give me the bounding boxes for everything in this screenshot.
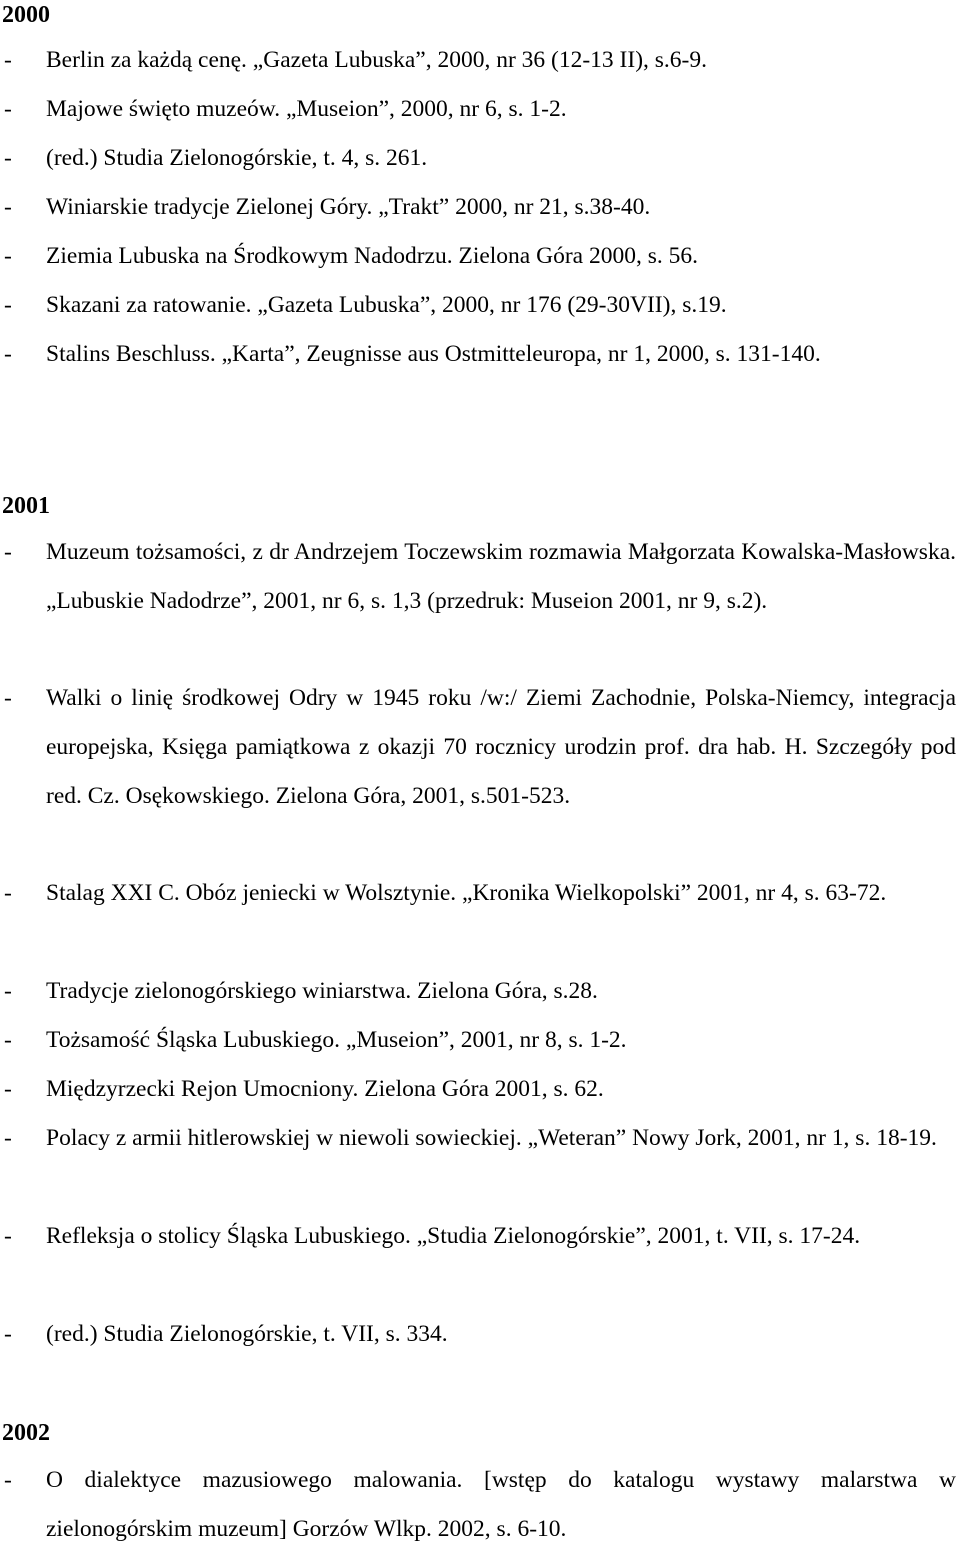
list-dash: - — [4, 1027, 12, 1053]
entry-text: Winiarskie tradycje Zielonej Góry. „Trakt” 2000, nr 21, s.38-40. — [46, 194, 651, 220]
entry-text: (red.) Studia Zielonogórskie, t. 4, s. 261. — [46, 145, 428, 171]
list-item — [0, 330, 956, 379]
entry-text: Refleksja o stolicy Śląska Lubuskiego. „Studia Zielonogórskie”, 2001, t. VII, s. 17-24. — [46, 1223, 861, 1249]
list-dash: - — [4, 1223, 12, 1249]
list-item — [0, 36, 956, 85]
entry-text: Tradycje zielonogórskiego winiarstwa. Zielona Góra, s.28. — [46, 978, 598, 1004]
list-item — [0, 967, 956, 1016]
list-item — [0, 1016, 956, 1065]
list-dash: - — [4, 96, 12, 122]
entry-text: O dialektyce mazusiowego malowania. [wstęp do katalogu wystawy malarstwa w zielonogórskim muzeum] Gorzów Wlkp. 2002, s. 6-10. — [46, 1467, 956, 1542]
list-dash: - — [4, 243, 12, 269]
list-dash: - — [4, 1467, 12, 1493]
list-dash: - — [4, 1125, 12, 1151]
list-dash: - — [4, 1321, 12, 1347]
entry-text: Stalag XXI C. Obóz jeniecki w Wolsztynie. „Kronika Wielkopolski” 2001, nr 4, s. 63-72. — [46, 880, 887, 906]
list-dash: - — [4, 194, 12, 220]
list-item — [0, 674, 956, 820]
entry-text: Majowe święto muzeów. „Museion”, 2000, nr 6, s. 1-2. — [46, 96, 567, 122]
section-year-2001: 2001 — [2, 493, 50, 519]
list-dash: - — [4, 880, 12, 906]
list-item — [0, 1065, 956, 1114]
list-item — [0, 1310, 956, 1359]
section-year-2002: 2002 — [2, 1420, 50, 1446]
list-item — [0, 134, 956, 183]
entry-text: Berlin za każdą cenę. „Gazeta Lubuska”, 2000, nr 36 (12-13 II), s.6-9. — [46, 47, 707, 73]
list-dash: - — [4, 978, 12, 1004]
entry-text: Walki o linię środkowej Odry w 1945 roku /w:/ Ziemi Zachodnie, Polska-Niemcy, integracja europejska, Księga pamiątkowa z okazji 70 rocznicy urodzin prof. dra hab. H. Szczegóły pod red. Cz. Osękowskiego. Zielona Góra, 2001, s.501-523. — [46, 685, 956, 809]
list-dash: - — [4, 47, 12, 73]
list-dash: - — [4, 341, 12, 367]
list-dash: - — [4, 685, 12, 711]
entry-text: Muzeum tożsamości, z dr Andrzejem Toczewskim rozmawia Małgorzata Kowalska-Masłowska. „Lubuskie Nadodrze”, 2001, nr 6, s. 1,3 (przedruk: Museion 2001, nr 9, s.2). — [46, 539, 956, 614]
entry-text: Międzyrzecki Rejon Umocniony. Zielona Góra 2001, s. 62. — [46, 1076, 604, 1102]
entry-text: Polacy z armii hitlerowskiej w niewoli sowieckiej. „Weteran” Nowy Jork, 2001, nr 1, s. 18-19. — [46, 1125, 937, 1151]
list-item — [0, 232, 956, 281]
entry-text: (red.) Studia Zielonogórskie, t. VII, s. 334. — [46, 1321, 448, 1347]
list-dash: - — [4, 145, 12, 171]
entry-text: Tożsamość Śląska Lubuskiego. „Museion”, 2001, nr 8, s. 1-2. — [46, 1027, 627, 1053]
list-item — [0, 528, 956, 626]
list-dash: - — [4, 292, 12, 318]
list-item — [0, 281, 956, 330]
list-item — [0, 869, 956, 918]
list-dash: - — [4, 539, 12, 565]
list-dash: - — [4, 1076, 12, 1102]
list-item — [0, 183, 956, 232]
entry-text: Stalins Beschluss. „Karta”, Zeugnisse aus Ostmitteleuropa, nr 1, 2000, s. 131-140. — [46, 341, 821, 367]
section-year-2000: 2000 — [2, 2, 50, 28]
list-item — [0, 1456, 956, 1554]
entry-text: Ziemia Lubuska na Środkowym Nadodrzu. Zielona Góra 2000, s. 56. — [46, 243, 698, 269]
list-item — [0, 1212, 956, 1261]
entry-text: Skazani za ratowanie. „Gazeta Lubuska”, 2000, nr 176 (29-30VII), s.19. — [46, 292, 727, 318]
list-item — [0, 1114, 956, 1163]
list-item — [0, 85, 956, 134]
